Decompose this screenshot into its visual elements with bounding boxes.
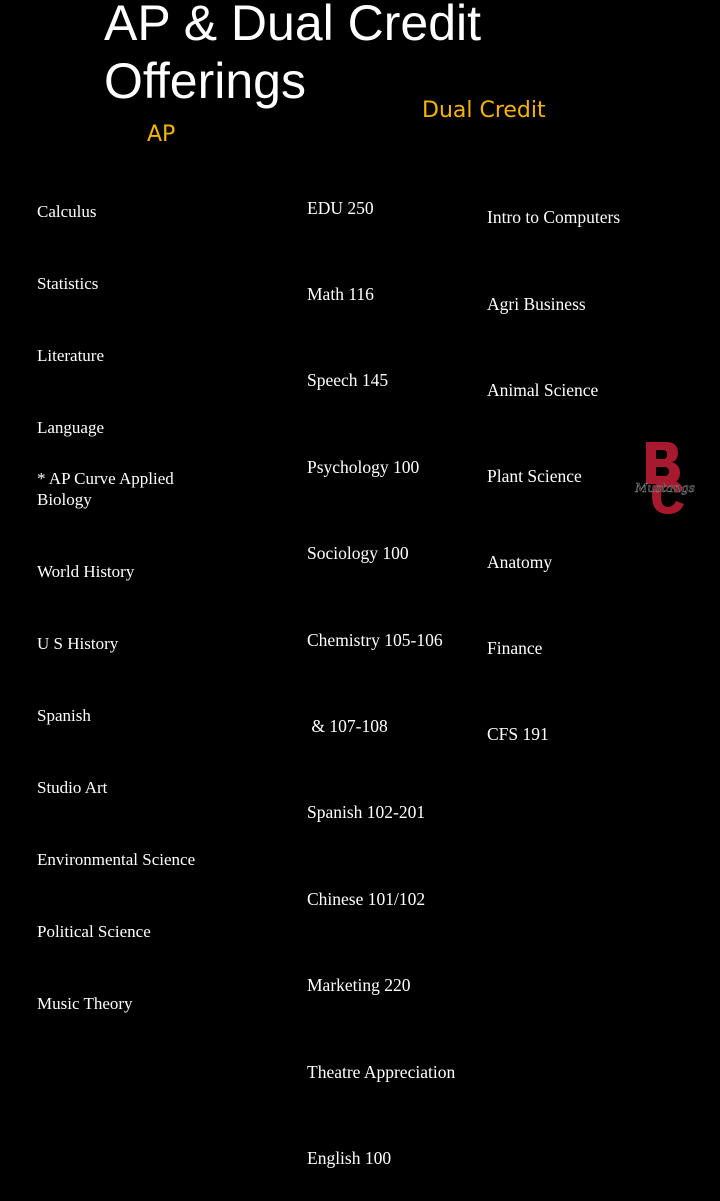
ap-course-item: Music Theory (37, 994, 133, 1013)
page-title (104, 0, 481, 110)
logo-letter-b (646, 442, 680, 484)
ap-course-item: Studio Art (37, 778, 108, 797)
dual-credit-course-item: Math 116 (307, 283, 374, 304)
dual-credit-course-item: Finance (487, 637, 543, 658)
ap-course-item: Statistics (37, 274, 99, 293)
dual-credit-course-item: Agri Business (487, 293, 586, 314)
ap-course-item: World History (37, 562, 135, 581)
ap-course-item: Environmental Science (37, 850, 196, 869)
dual-credit-course-item: & 107-108 (307, 715, 388, 736)
dual-credit-course-list (307, 136, 455, 1201)
ap-heading: AP (147, 122, 176, 147)
title-line-2: Offerings (104, 53, 306, 109)
ap-course-item: Calculus (37, 202, 97, 221)
dual-credit-course-item: Animal Science (487, 379, 599, 400)
ap-course-item: Political Science (37, 922, 151, 941)
dual-credit-course-item: EDU 250 (307, 197, 374, 218)
dual-credit-course-item: Chemistry 105-106 (307, 629, 443, 650)
dual-credit-course-item: Theatre Appreciation (307, 1061, 456, 1082)
dual-credit-course-item: CFS 191 (487, 724, 549, 745)
title-line-1: AP & Dual Credit (104, 0, 482, 51)
ap-course-list (37, 152, 195, 1040)
dual-credit-heading: Dual Credit (422, 98, 546, 123)
bc-logo (632, 440, 698, 516)
dual-credit-course-item: Spanish 102-201 (307, 802, 426, 823)
dual-credit-course-item: Sociology 100 (307, 543, 409, 564)
dual-credit-course-item: Marketing 220 (307, 975, 411, 996)
ap-course-item: Biology (37, 490, 92, 509)
dual-credit-course-item: Intro to Computers (487, 207, 621, 228)
dual-credit-course-item: Speech 145 (307, 370, 389, 391)
ap-course-item: Language (37, 418, 105, 437)
ap-course-item: Spanish (37, 706, 91, 725)
dual-credit-course-item: Plant Science (487, 465, 582, 486)
dual-credit-course-item: Psychology 100 (307, 456, 420, 477)
dual-credit-course-list-2 (487, 146, 620, 777)
dual-credit-course-item: English 100 (307, 1147, 392, 1168)
ap-curve-note: * AP Curve Applied (37, 469, 174, 488)
dual-credit-course-item: Anatomy (487, 551, 553, 572)
ap-course-item: U S History (37, 634, 119, 653)
dual-credit-course-item: Chinese 101/102 (307, 888, 426, 909)
ap-course-item: Literature (37, 346, 105, 365)
logo-script-text: Mustangs (635, 481, 695, 495)
